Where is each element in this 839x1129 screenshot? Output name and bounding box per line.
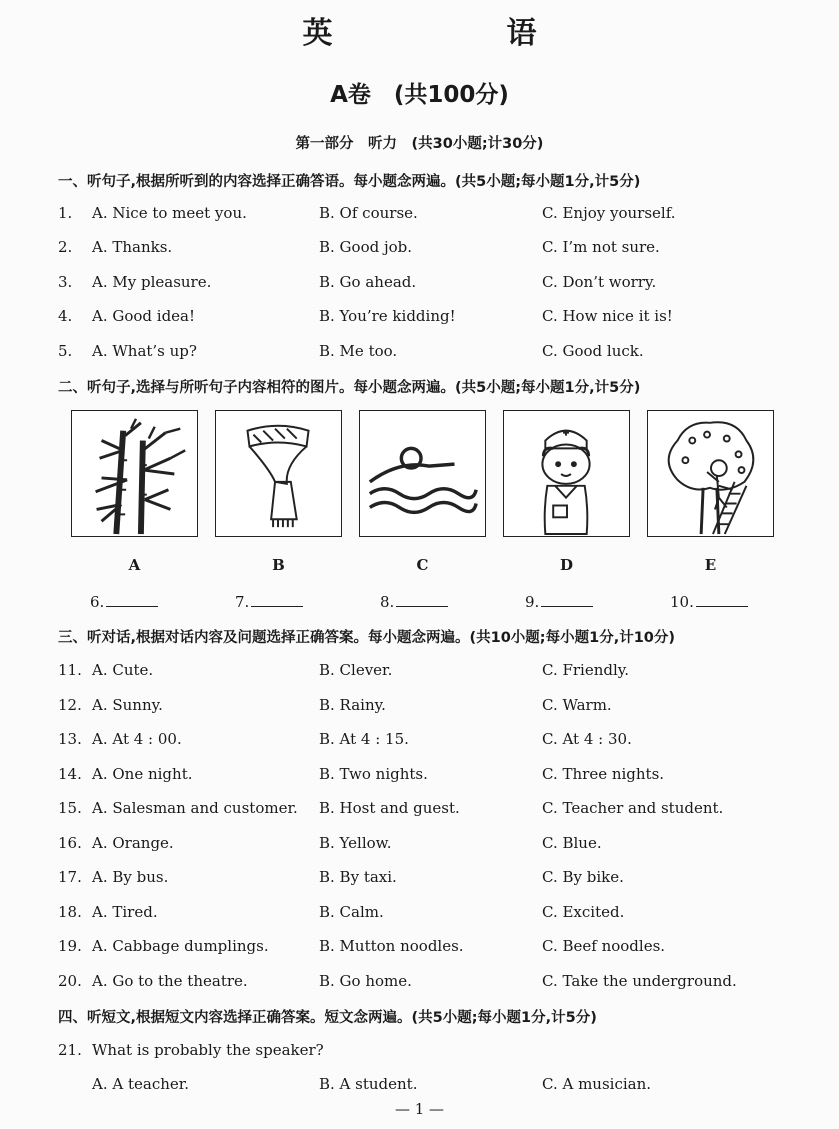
option-c: C. Don’t worry. xyxy=(542,273,657,291)
blank-line[interactable] xyxy=(251,592,303,607)
question-row xyxy=(58,342,818,364)
option-a: A. Good idea! xyxy=(92,307,196,325)
answer-blank[interactable] xyxy=(90,592,158,611)
picture-label: B xyxy=(272,556,285,574)
option-c: C. Three nights. xyxy=(542,765,665,783)
option-a: A. A teacher. xyxy=(92,1075,190,1093)
option-b: B. At 4 : 15. xyxy=(319,730,409,748)
section-2-heading: 二、听句子,选择与所听句子内容相符的图片。每小题念两遍。(共5小题;每小题1分,计5分) xyxy=(58,380,641,396)
question-row xyxy=(58,765,818,787)
option-a: A. Thanks. xyxy=(92,238,173,256)
option-c: C. Blue. xyxy=(542,834,602,852)
blank-number: 10. xyxy=(670,593,694,611)
option-c: C. I’m not sure. xyxy=(542,238,660,256)
question-number: 1. xyxy=(58,204,73,222)
option-c: C. How nice it is! xyxy=(542,307,673,325)
option-b: B. Go ahead. xyxy=(319,273,417,291)
picture-label: C xyxy=(416,556,429,574)
option-c: C. Warm. xyxy=(542,696,612,714)
question-number: 12. xyxy=(58,696,82,714)
option-c: C. At 4 : 30. xyxy=(542,730,632,748)
option-c: C. Beef noodles. xyxy=(542,937,666,955)
option-b: B. Clever. xyxy=(319,661,393,679)
question-row xyxy=(58,1041,818,1063)
option-a: A. One night. xyxy=(92,765,193,783)
blank-line[interactable] xyxy=(541,592,593,607)
question-number: 16. xyxy=(58,834,82,852)
option-b: B. Go home. xyxy=(319,972,412,990)
question-number: 18. xyxy=(58,903,82,921)
question-row xyxy=(58,273,818,295)
option-a: A. Tired. xyxy=(92,903,158,921)
option-b: B. Good job. xyxy=(319,238,413,256)
question-row xyxy=(58,903,818,925)
option-b: B. Two nights. xyxy=(319,765,428,783)
picture-label: D xyxy=(559,556,573,574)
option-a: A. Sunny. xyxy=(92,696,163,714)
option-a: A. By bus. xyxy=(92,868,169,886)
question-number: 15. xyxy=(58,799,82,817)
question-number: 14. xyxy=(58,765,82,783)
option-b: B. Of course. xyxy=(319,204,418,222)
question-number: 21. xyxy=(58,1041,82,1059)
question-row xyxy=(58,868,818,890)
nurse-icon xyxy=(503,410,630,537)
blank-number: 8. xyxy=(380,593,395,611)
question-number: 3. xyxy=(58,273,73,291)
option-b: B. Me too. xyxy=(319,342,398,360)
page-number: — 1 — xyxy=(394,1100,445,1118)
option-b: B. Yellow. xyxy=(319,834,392,852)
option-c: C. Take the underground. xyxy=(542,972,737,990)
question-row xyxy=(58,661,818,683)
question-row xyxy=(58,238,818,260)
question-number: 13. xyxy=(58,730,82,748)
option-a: A. Salesman and customer. xyxy=(92,799,298,817)
option-row xyxy=(58,1075,818,1097)
apple-picking-icon xyxy=(647,410,774,537)
question-number: 4. xyxy=(58,307,73,325)
question-number: 11. xyxy=(58,661,82,679)
option-a: A. Orange. xyxy=(92,834,174,852)
option-b: B. Rainy. xyxy=(319,696,386,714)
question-number: 20. xyxy=(58,972,82,990)
option-b: B. Host and guest. xyxy=(319,799,460,817)
option-c: C. By bike. xyxy=(542,868,624,886)
option-b: B. You’re kidding! xyxy=(319,307,456,325)
option-c: C. Good luck. xyxy=(542,342,644,360)
option-c: C. Enjoy yourself. xyxy=(542,204,676,222)
option-a: A. Nice to meet you. xyxy=(92,204,247,222)
scarf-icon xyxy=(215,410,342,537)
option-a: A. At 4 : 00. xyxy=(92,730,182,748)
question-number: 19. xyxy=(58,937,82,955)
option-a: A. Go to the theatre. xyxy=(92,972,248,990)
question-row xyxy=(58,937,818,959)
picture-label: E xyxy=(704,556,717,574)
option-c: C. Teacher and student. xyxy=(542,799,724,817)
blank-line[interactable] xyxy=(106,592,158,607)
blank-number: 9. xyxy=(525,593,540,611)
question-text: What is probably the speaker? xyxy=(92,1041,324,1059)
bamboo-icon xyxy=(71,410,198,537)
question-row xyxy=(58,972,818,994)
exam-title: 英 语 xyxy=(302,16,609,51)
picture-label: A xyxy=(128,556,141,574)
question-row xyxy=(58,834,818,856)
question-row xyxy=(58,204,818,226)
paper-subtitle: A卷 (共100分) xyxy=(330,82,509,108)
picture-row xyxy=(71,410,776,540)
option-c: C. Friendly. xyxy=(542,661,630,679)
option-b: B. By taxi. xyxy=(319,868,397,886)
option-b: B. Calm. xyxy=(319,903,384,921)
answer-blank[interactable] xyxy=(670,592,748,611)
answer-blank[interactable] xyxy=(235,592,303,611)
blank-line[interactable] xyxy=(396,592,448,607)
question-row xyxy=(58,799,818,821)
option-a: A. What’s up? xyxy=(92,342,197,360)
question-row xyxy=(58,730,818,752)
section-4-heading: 四、听短文,根据短文内容选择正确答案。短文念两遍。(共5小题;每小题1分,计5分) xyxy=(58,1010,597,1026)
part-heading: 第一部分 听力 (共30小题;计30分) xyxy=(295,136,544,152)
question-number: 17. xyxy=(58,868,82,886)
option-c: C. Excited. xyxy=(542,903,625,921)
blank-number: 7. xyxy=(235,593,250,611)
section-3-heading: 三、听对话,根据对话内容及问题选择正确答案。每小题念两遍。(共10小题;每小题1分,计10分) xyxy=(58,630,676,646)
question-row xyxy=(58,696,818,718)
blank-line[interactable] xyxy=(696,592,748,607)
option-c: C. A musician. xyxy=(542,1075,652,1093)
question-number: 5. xyxy=(58,342,73,360)
answer-blank[interactable] xyxy=(380,592,448,611)
option-b: B. A student. xyxy=(319,1075,418,1093)
option-a: A. Cute. xyxy=(92,661,154,679)
blank-number: 6. xyxy=(90,593,105,611)
option-a: A. My pleasure. xyxy=(92,273,212,291)
section-1-heading: 一、听句子,根据所听到的内容选择正确答语。每小题念两遍。(共5小题;每小题1分,计5分) xyxy=(58,174,641,190)
question-row xyxy=(58,307,818,329)
option-b: B. Mutton noodles. xyxy=(319,937,464,955)
option-a: A. Cabbage dumplings. xyxy=(92,937,269,955)
swimming-icon xyxy=(359,410,486,537)
question-number: 2. xyxy=(58,238,73,256)
answer-blank[interactable] xyxy=(525,592,593,611)
